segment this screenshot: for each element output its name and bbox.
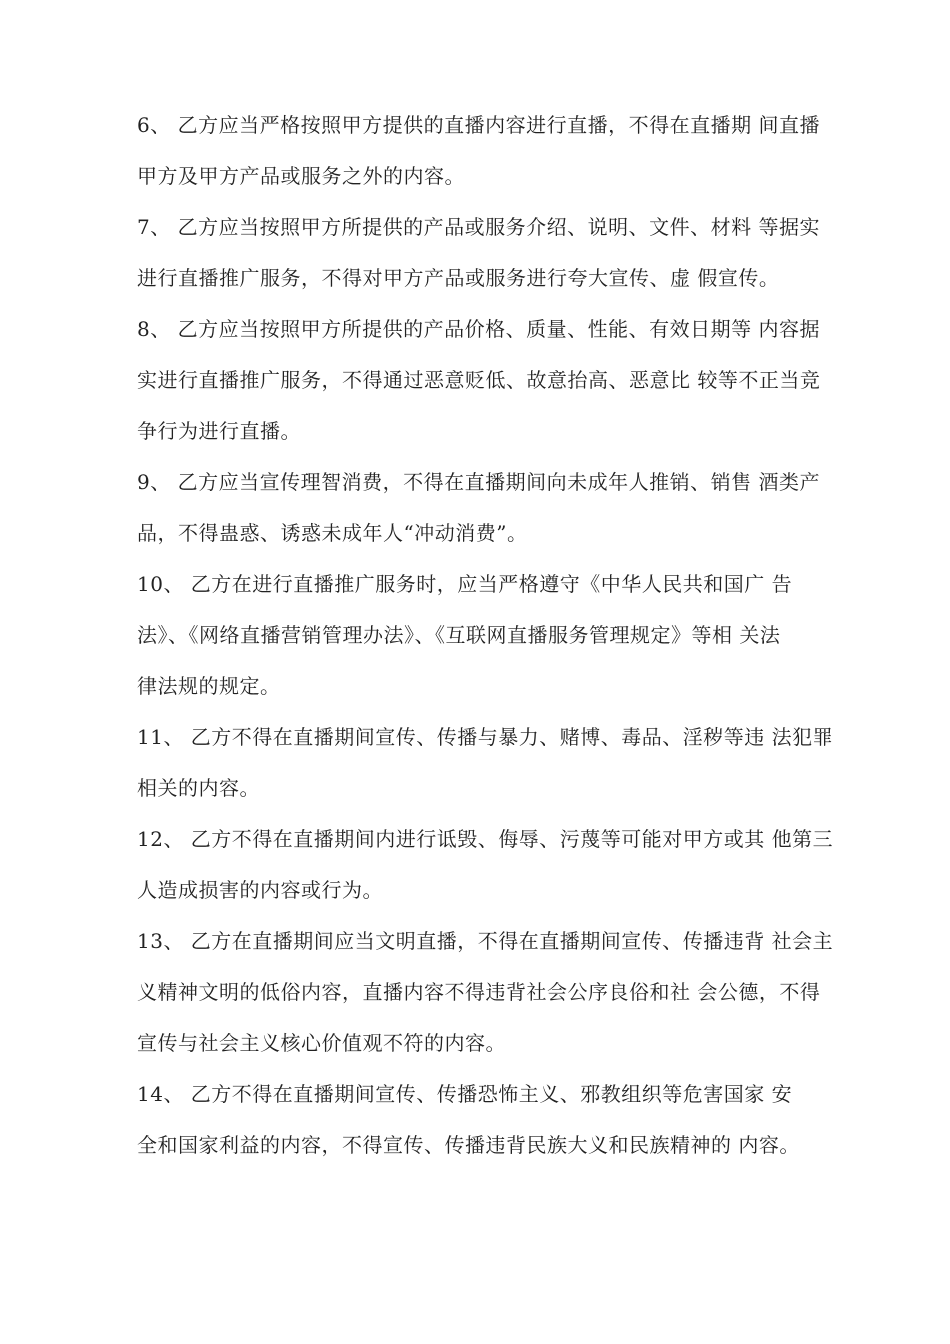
clause-line: 6、 乙方应当严格按照甲方提供的直播内容进行直播，不得在直播期 间直播 <box>137 113 820 137</box>
clause-line: 14、 乙方不得在直播期间宣传、传播恐怖主义、邪教组织等危害国家 安 <box>137 1082 793 1106</box>
clause-line: 9、 乙方应当宣传理智消费，不得在直播期间向未成年人推销、销售 酒类产 <box>137 470 820 494</box>
clause-13 <box>137 922 837 1075</box>
clause-7 <box>137 208 837 310</box>
clause-line: 争行为进行直播。 <box>137 419 301 443</box>
clause-line: 进行直播推广服务，不得对甲方产品或服务进行夸大宣传、虚 假宣传。 <box>137 266 780 290</box>
clause-14 <box>137 1075 837 1177</box>
clause-line: 13、 乙方在直播期间应当文明直播，不得在直播期间宣传、传播违背 社会主 <box>137 929 834 953</box>
clause-line: 12、 乙方不得在直播期间内进行诋毁、侮辱、污蔑等可能对甲方或其 他第三 <box>137 827 834 851</box>
clause-line: 甲方及甲方产品或服务之外的内容。 <box>137 164 465 188</box>
clause-12 <box>137 820 837 922</box>
contract-clauses <box>137 106 837 1177</box>
clause-10 <box>137 565 837 718</box>
clause-line: 人造成损害的内容或行为。 <box>137 878 383 902</box>
clause-line: 10、 乙方在进行直播推广服务时，应当严格遵守《中华人民共和国广 告 <box>137 572 793 596</box>
clause-line: 11、 乙方不得在直播期间宣传、传播与暴力、赌博、毒品、淫秽等违 法犯罪 <box>137 725 834 749</box>
clause-line: 宣传与社会主义核心价值观不符的内容。 <box>137 1031 506 1055</box>
clause-line: 8、 乙方应当按照甲方所提供的产品价格、质量、性能、有效日期等 内容据 <box>137 317 820 341</box>
clause-line: 相关的内容。 <box>137 776 260 800</box>
clause-6 <box>137 106 837 208</box>
clause-line: 品，不得蛊惑、诱惑未成年人“冲动消费”。 <box>137 521 528 545</box>
clause-8 <box>137 310 837 463</box>
clause-11 <box>137 718 837 820</box>
clause-line: 律法规的规定。 <box>137 674 281 698</box>
clause-line: 全和国家利益的内容，不得宣传、传播违背民族大义和民族精神的 内容。 <box>137 1133 800 1157</box>
clause-line: 法》、《网络直播营销管理办法》、《互联网直播服务管理规定》等相 关法 <box>137 623 781 647</box>
clause-line: 实进行直播推广服务，不得通过恶意贬低、故意抬高、恶意比 较等不正当竞 <box>137 368 821 392</box>
clause-line: 7、 乙方应当按照甲方所提供的产品或服务介绍、说明、文件、材料 等据实 <box>137 215 820 239</box>
clause-line: 义精神文明的低俗内容，直播内容不得违背社会公序良俗和社 会公德，不得 <box>137 980 821 1004</box>
clause-9 <box>137 463 837 565</box>
